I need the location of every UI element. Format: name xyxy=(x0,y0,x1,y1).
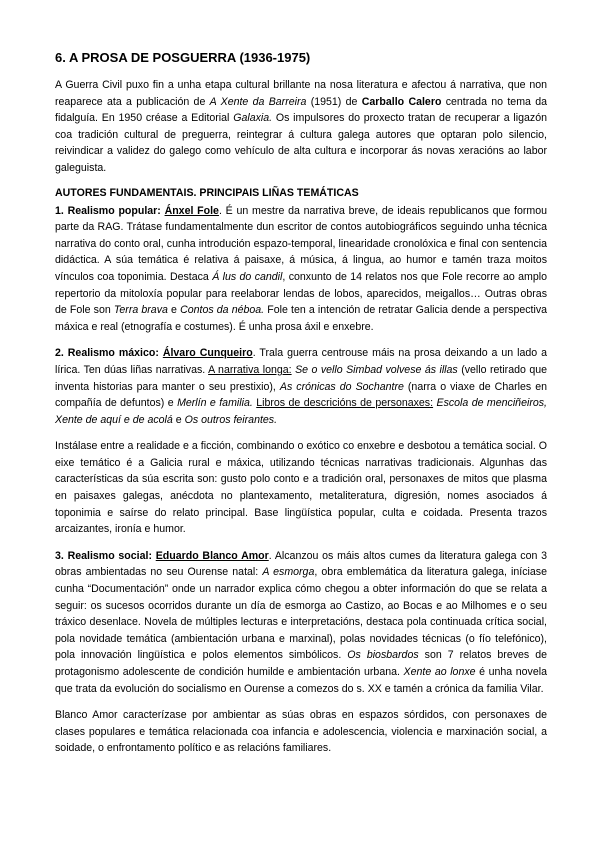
section-3-work-3: Xente ao lonxe xyxy=(403,666,476,678)
intro-paragraph xyxy=(55,77,547,177)
section-3-text-2: , obra emblemática da literatura galega, iníciase cunha “Documentación” onde un narrador explica cómo chegou a obter información do que se relata a seguir: os sucesos ocorridos durante un día de esmorga ao Castizo, ao Bocas e ao Milhomes e o seu tráxico desenlace. Novela de múltiples lecturas e interpretacións, destaca pola continuada crítica social, pola novidade temática (ambientación urbana e marxinal), polas novidades técnicas (o fío telefónico), pola innovación lingüística e polos elementos simbólicos. xyxy=(55,566,547,662)
section-1-work-3: Contos da néboa. xyxy=(180,304,265,317)
section-2-paragraph xyxy=(55,345,547,428)
section-2-text-3: (vello retirado que inventa historias para manter o seu prestixio), xyxy=(55,363,548,393)
section-2-work-2: As crónicas do Sochantre xyxy=(279,380,404,393)
page-title: 6. A PROSA DE POSGUERRA (1936-1975) xyxy=(55,50,311,65)
section-1-text-2: , conxunto de 14 relatos nos que Fole recorre ao amplo repertorio da mitoloxía popular para reelaborar lendas de lobos, aparecidos, meigallos… Outras obras de Fole son xyxy=(55,270,547,317)
section-2-character-books: Libros de descricións de personaxes: xyxy=(256,397,434,410)
section-2-text-1: . Trala guerra centrouse máis na prosa deixando a un lado a lírica. Ten dúas liñas narrativas. xyxy=(55,347,547,376)
document-page xyxy=(55,50,547,767)
section-2-work-3: Merlín e familia. xyxy=(177,397,253,410)
section-2-work-4: Escola de menciñeiros, Xente de aquí e de acolá xyxy=(55,397,547,426)
section-2-text-4: (narra o viaxe de Charles en compañía de defuntos) e xyxy=(55,380,548,410)
section-3-text-4: é unha novela que trata da evolución do socialismo en Ourense a comezos do s. XX e tamén a crónica da familia Vilar. xyxy=(55,666,547,695)
intro-publisher: Galaxia. xyxy=(233,112,273,125)
section-1-text-4: Fole ten a intención de retratar Galicia dende a perspectiva máxica e real (etnografía e costumes). É unha prosa áxil e enxebre. xyxy=(55,304,548,333)
intro-text-1: A Guerra Civil puxo fin a unha etapa cultural brillante na nosa literatura e afectou á narrativa, que non reaparece ata a publicación de xyxy=(55,79,547,108)
section-2-work-5: Os outros feirantes. xyxy=(184,413,278,426)
section-1-work-2: Terra brava xyxy=(113,304,168,317)
section-1-text-3: e xyxy=(167,304,181,317)
intro-text-2: (1951) de xyxy=(306,95,362,108)
section-3-work-2: Os biosbardos xyxy=(347,649,419,662)
section-3-work-1: A esmorga xyxy=(262,566,315,579)
intro-text-3: centrada no tema da fidalguía. En 1950 créase a Editorial xyxy=(55,95,547,125)
section-3-paragraph xyxy=(55,548,547,697)
section-subheading: AUTORES FUNDAMENTAIS. PRINCIPAIS LIÑAS TEMÁTICAS xyxy=(55,186,359,199)
section-3-text-3: son 7 relatos breves de protagonismo adolescente de condición humilde e ambientación urbana. xyxy=(55,649,547,678)
section-3-author: Eduardo Blanco Amor xyxy=(155,549,269,562)
section-2-paragraph-2: Instálase entre a realidade e a ficción, combinando o exótico co enxebre e desbotou a temática social. O eixe temático é a Galicia rural e máxica, utilizando técnicas narrativas tradicionais. Algunhas das características da súa escrita son: gusto polo conto e a tradición oral, personaxes de mitos que plasma en paisaxes galegas, anécdota no plantexamento, metaliteratura, digresión, nomes asociados á toponimia e saírse do relato principal. Base lingüística popular, culta e coidada. Presenta trazos arcaizantes, ironía e humor. xyxy=(55,440,547,536)
intro-work-title: A Xente da Barreira xyxy=(209,95,307,108)
section-1-label: 1. Realismo popular: xyxy=(55,204,165,217)
section-3-label: 3. Realismo social: xyxy=(55,549,156,562)
section-2-work-1: Se o vello Simbad volvese ás illas xyxy=(295,363,458,376)
section-2-long-narrative: A narrativa longa: xyxy=(208,363,292,376)
section-1-text-1: . É un mestre da narrativa breve, de ideais republicanos que formou parte da RAG. Trátase fundamentalmente dun escritor de contos autobiográficos seguindo unha técnica narrativa do conto oral, cunha introdución espazo-temporal, linearidade cronolóxica e final con sentencia didáctica. A súa temática é relativa á paisaxe, á música, á lingua, ao humor e tamén traza moitos vínculos coa toponimia. Destaca xyxy=(55,204,548,283)
section-2-text-7: e xyxy=(172,413,185,426)
section-2-label: 2. Realismo máxico: xyxy=(55,347,163,360)
section-3-paragraph-2: Blanco Amor caracterízase por ambientar as súas obras en espazos sórdidos, con personaxes de clases populares e temática relacionada coa infancia e adolescencia, violencia e marxinación social, a soidade, o enfrontamento político e as relacións familiares. xyxy=(55,709,547,755)
section-3-text-1: . Alcanzou os máis altos cumes da literatura galega con 3 obras ambientadas no seu Ourense natal: xyxy=(55,549,547,579)
intro-text-4: Os impulsores do proxecto tratan de recuperar a ligazón coa tradición cultural de preguerra, reintegrar á cultura galega autores que optaran polo silencio, reivindicar a validez do galego como vehículo de alta cultura e incorporar ás novas xeracións ao labor galeguista. xyxy=(55,112,547,174)
section-1-paragraph xyxy=(55,203,547,336)
intro-author: Carballo Calero xyxy=(361,95,442,108)
section-1-work-1: Á lus do candil xyxy=(212,270,283,283)
section-2-author: Álvaro Cunqueiro xyxy=(162,347,253,360)
section-1-author: Ánxel Fole xyxy=(164,204,219,217)
